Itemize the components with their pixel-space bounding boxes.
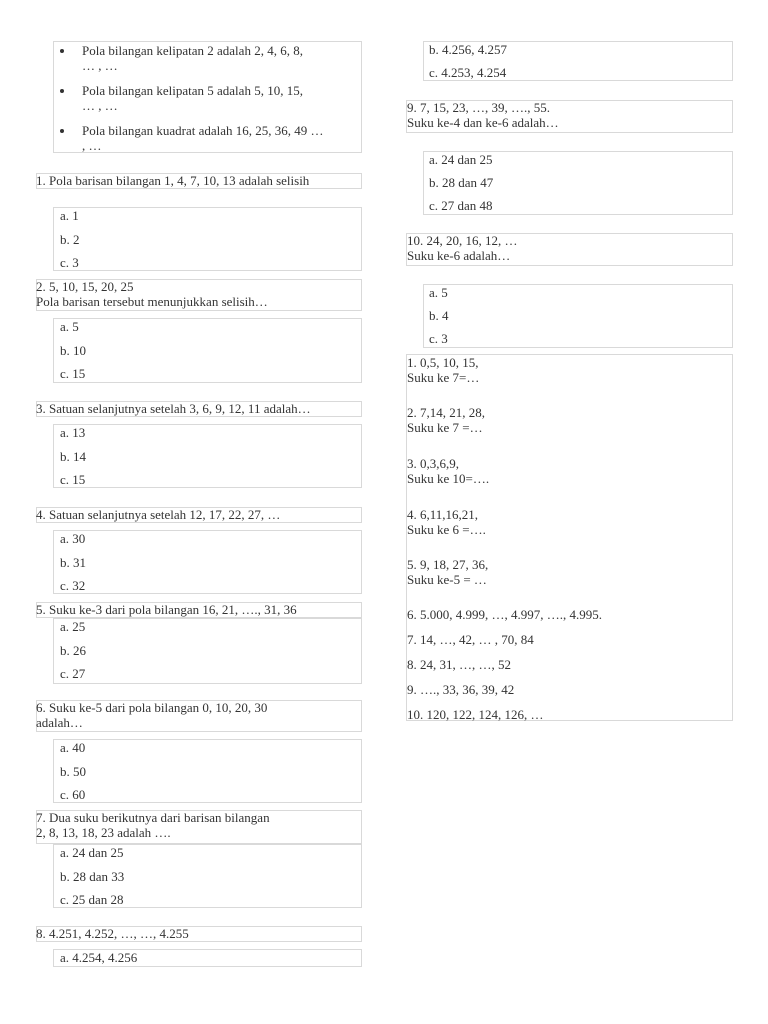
option-text: c. 3 <box>60 255 79 270</box>
question-text: 10. 24, 20, 16, 12, … <box>407 233 518 248</box>
bullet-point-icon <box>60 49 64 53</box>
option-text: a. 24 dan 25 <box>60 845 124 860</box>
option-text: a. 40 <box>60 740 86 755</box>
option-text: a. 5 <box>60 319 79 334</box>
options-box <box>53 739 362 803</box>
option-text: b. 10 <box>60 342 86 358</box>
option-text: b. 28 dan 47 <box>429 175 494 190</box>
question-text: 8. 4.251, 4.252, …, …, 4.255 <box>36 926 189 941</box>
exercise-text: 6. 5.000, 4.999, …, 4.997, …., 4.995. <box>407 607 602 622</box>
question-text: 7. Dua suku berikutnya dari barisan bilangan <box>36 810 270 825</box>
options-box <box>53 424 362 488</box>
option-text: c. 15 <box>60 366 86 381</box>
exercise-text: 9. …., 33, 36, 39, 42 <box>407 682 515 697</box>
options-box <box>53 618 362 684</box>
option-text: c. 60 <box>60 787 86 802</box>
option-text: b. 26 <box>60 642 86 658</box>
exercise-text: 2. 7,14, 21, 28, <box>407 405 485 420</box>
option-text: a. 30 <box>60 531 86 546</box>
question-text: 6. Suku ke-5 dari pola bilangan 0, 10, 20, 30 <box>36 700 268 715</box>
bullet-text: Pola bilangan kelipatan 5 adalah 5, 10, 15, <box>82 83 303 98</box>
options-box <box>53 530 362 594</box>
option-text: b. 14 <box>60 448 86 464</box>
option-text: b. 28 dan 33 <box>60 868 125 884</box>
bullet-text: , … <box>82 138 102 153</box>
option-text: b. 2 <box>60 231 80 247</box>
options-box <box>53 207 362 271</box>
option-text: a. 1 <box>60 208 79 223</box>
bullet-text: … , … <box>82 98 118 113</box>
question-text: 2, 8, 13, 18, 23 adalah …. <box>36 825 171 840</box>
exercise-text: Suku ke 10=…. <box>407 471 490 486</box>
exercise-text: 3. 0,3,6,9, <box>407 456 459 471</box>
exercise-text: 10. 120, 122, 124, 126, … <box>407 707 544 722</box>
option-text: b. 31 <box>60 554 86 570</box>
options-box <box>423 284 733 348</box>
option-text: b. 4 <box>429 308 449 323</box>
exercise-text: Suku ke 6 =…. <box>407 522 486 537</box>
question-text: 9. 7, 15, 23, …, 39, …., 55. <box>407 100 550 115</box>
question-text: Suku ke-4 dan ke-6 adalah… <box>407 115 559 130</box>
question-text: Pola barisan tersebut menunjukkan selisih… <box>36 294 268 309</box>
bullet-text: Pola bilangan kuadrat adalah 16, 25, 36, 49 … <box>82 123 324 138</box>
question-text: 5. Suku ke-3 dari pola bilangan 16, 21, …., 31, 36 <box>36 602 297 617</box>
option-text: c. 3 <box>429 331 448 346</box>
option-text: a. 5 <box>429 285 448 300</box>
option-text: a. 4.254, 4.256 <box>60 950 138 965</box>
exercise-text: 5. 9, 18, 27, 36, <box>407 557 489 572</box>
option-text: a. 24 dan 25 <box>429 152 493 167</box>
exercise-text: 8. 24, 31, …, …, 52 <box>407 657 511 672</box>
exercise-text: Suku ke 7=… <box>407 370 480 385</box>
question-text: 3. Satuan selanjutnya setelah 3, 6, 9, 12, 11 adalah… <box>36 401 311 416</box>
bullet-point-icon <box>60 129 64 133</box>
bullet-text: Pola bilangan kelipatan 2 adalah 2, 4, 6, 8, <box>82 43 303 58</box>
option-text: c. 4.253, 4.254 <box>429 65 507 80</box>
question-text: Suku ke-6 adalah… <box>407 248 511 263</box>
exercise-text: Suku ke-5 = … <box>407 572 487 587</box>
question-text: adalah… <box>36 715 83 730</box>
option-text: a. 25 <box>60 619 86 634</box>
option-text: c. 25 dan 28 <box>60 892 124 907</box>
option-text: c. 27 dan 48 <box>429 198 493 213</box>
option-text: c. 32 <box>60 578 86 593</box>
exercise-text: 4. 6,11,16,21, <box>407 507 479 522</box>
bullet-point-icon <box>60 89 64 93</box>
exercise-text: 7. 14, …, 42, … , 70, 84 <box>407 632 534 647</box>
exercise-text: 1. 0,5, 10, 15, <box>407 355 479 370</box>
option-text: b. 4.256, 4.257 <box>429 42 507 57</box>
question-text: 2. 5, 10, 15, 20, 25 <box>36 279 134 294</box>
exercise-text: Suku ke 7 =… <box>407 420 483 435</box>
option-text: c. 27 <box>60 666 86 681</box>
bullet-text: … , … <box>82 58 118 73</box>
option-text: c. 15 <box>60 472 86 487</box>
option-text: b. 50 <box>60 763 86 779</box>
question-text: 4. Satuan selanjutnya setelah 12, 17, 22, 27, … <box>36 507 281 522</box>
question-text: 1. Pola barisan bilangan 1, 4, 7, 10, 13 adalah selisih <box>36 173 310 188</box>
options-box <box>53 318 362 383</box>
option-text: a. 13 <box>60 425 86 440</box>
